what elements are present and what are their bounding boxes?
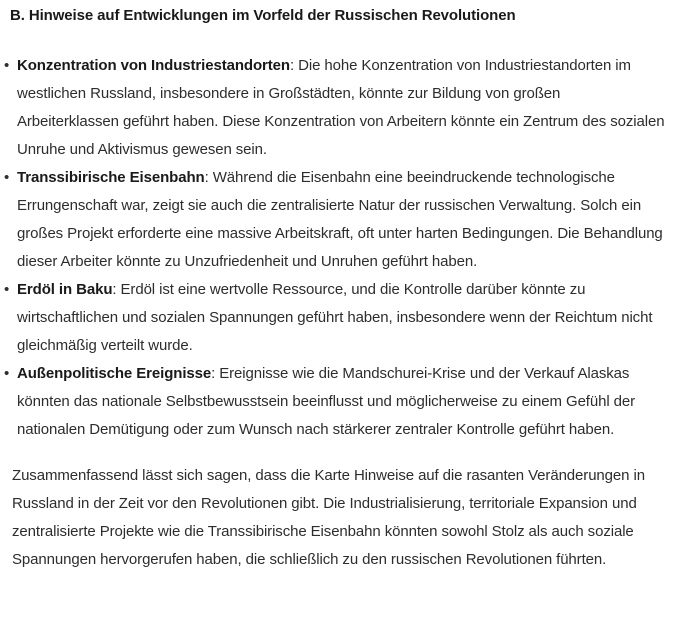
bullet-list: [4, 52, 665, 444]
bullet-icon: •: [4, 281, 10, 298]
bullet-item-aussenpolitik: [4, 360, 665, 444]
bullet-term: Erdöl in Baku: [17, 281, 113, 298]
bullet-text: : Während die Eisenbahn eine beeindruckende technologische Errungenschaft war, zeigt sie auch die zentralisierte Natur der russischen Verwaltung. Solch ein großes Projekt erforderte eine massive Arbeitskraft, oft unter harten Bedingungen. Die Behandlung dieser Arbeiter könnte zu Unzufriedenheit und Unruhen geführt haben.: [17, 169, 663, 270]
bullet-item-eisenbahn: [4, 164, 665, 276]
bullet-text: : Ereignisse wie die Mandschurei-Krise und der Verkauf Alaskas könnten das nationale Selbstbewusstsein beeinflusst und möglicherweise zu einem Gefühl der nationalen Demütigung oder zum Wunsch nach stärkerer zentraler Kontrolle geführt haben.: [17, 365, 636, 438]
bullet-term: Konzentration von Industriestandorten: [17, 57, 290, 74]
bullet-icon: •: [4, 57, 10, 74]
bullet-icon: •: [4, 365, 10, 382]
bullet-item-industriestandorte: [4, 52, 665, 164]
summary-paragraph: Zusammenfassend lässt sich sagen, dass die Karte Hinweise auf die rasanten Veränderungen in Russland in der Zeit vor den Revolutionen gibt. Die Industrialisierung, territoriale Expansion und zentralisierte Projekte wie die Transsibirische Eisenbahn könnten sowohl Stolz als auch soziale Spannungen hervorgerufen haben, die schließlich zu den russischen Revolutionen führten.: [12, 467, 645, 568]
bullet-item-erdoel: [4, 276, 665, 360]
bullet-text: : Die hohe Konzentration von Industriestandorten im westlichen Russland, insbesondere in Großstädten, könnte zur Bildung von großen Arbeiterklassen geführt haben. Diese Konzentration von Arbeitern könnte ein Zentrum des sozialen Unruhe und Aktivismus gewesen sein.: [17, 57, 665, 158]
bullet-text: : Erdöl ist eine wertvolle Ressource, und die Kontrolle darüber könnte zu wirtschaftlichen und sozialen Spannungen geführt haben, insbesondere wenn der Reichtum nicht gleichmäßig verteilt wurde.: [17, 281, 653, 354]
section-heading: B. Hinweise auf Entwicklungen im Vorfeld der Russischen Revolutionen: [10, 7, 516, 24]
bullet-term: Transsibirische Eisenbahn: [17, 169, 205, 186]
bullet-icon: •: [4, 169, 10, 186]
bullet-term: Außenpolitische Ereignisse: [17, 365, 212, 382]
